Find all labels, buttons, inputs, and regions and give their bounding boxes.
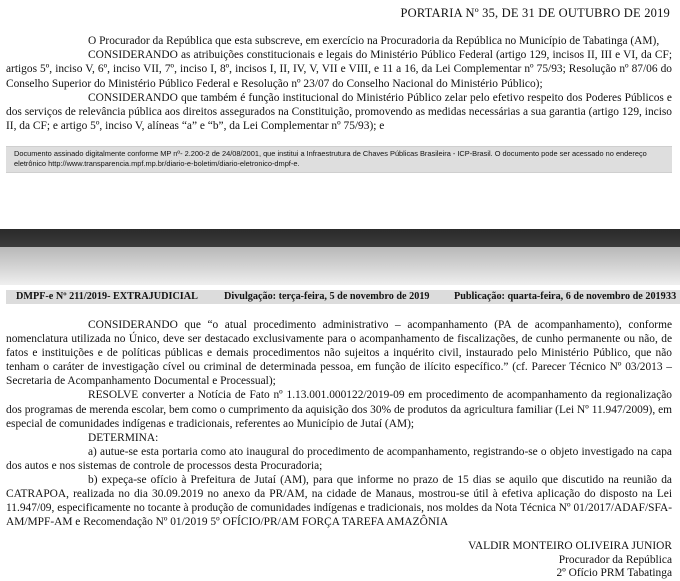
signature-notice-line1: Documento assinado digitalmente conforme MP nº- 2.200-2 de 24/08/2001, que institui a Infraestrutura de Chaves Públicas Brasileira - ICP-Brasil. O documento pode ser acessado no endereço (14, 149, 647, 158)
edition-label: DMPF-e Nº 211/2019- EXTRAJUDICIAL (16, 291, 198, 302)
page-separator-dark (0, 229, 680, 247)
bottom-body-text (6, 318, 672, 529)
paragraph-determina: DETERMINA: (88, 431, 159, 444)
page-number: 33 (666, 291, 677, 302)
paragraph-intro: O Procurador da República que esta subscreve, em exercício na Procuradoria da República no Município de Tabatinga (AM), (88, 35, 660, 47)
digital-signature-notice (6, 146, 672, 173)
signer-office: 2º Ofício PRM Tabatinga (556, 567, 672, 579)
paragraph-considerando-1: CONSIDERANDO as atribuições constitucionais e legais do Ministério Público Federal (artigo 129, incisos II, III e VI, da CF; artigos 5º, inciso V, 6º, inciso VII, 7º, inciso I, 8º, incisos I, II, IV, V, VII e VIII, e 11 a 16, da Lei Complementar nº 75/93; Resolução nº 87/06 do Conselho Superior do Ministério Público Federal e Resolução nº 23/07 do Conselho Nacional do Ministério Público); (6, 49, 672, 90)
publicacao-date: Publicação: quarta-feira, 6 de novembro de 2019 (454, 291, 666, 302)
paragraph-item-a: a) autue-se esta portaria como ato inaugural do procedimento de acompanhamento, registrando-se o objeto investigado na capa dos autos e nos sistemas de controle de processos desta Procuradoria; (6, 445, 672, 472)
signature-notice-line2: eletrônico http://www.transparencia.mpf.mp.br/diario-e-boletim/diario-eletronico-dmpf-e. (14, 159, 300, 168)
top-body-text (6, 34, 672, 133)
paragraph-item-b: b) expeça-se ofício à Prefeitura de Jutaí (AM), para que informe no prazo de 15 dias se aquilo que discutido na reunião da CATRAPOA, realizada no dia 30.09.2019 no anexo da PR/AM, na cidade de Manaus, mostrou-se útil à efetiva aplicação do disposto na Lei 11.947/09, especificamente no tocante à produção de comunidades indígenas e tradicionais, nos moldes da Nota Técnica Nº 01/2017/ADAF/SFA-AM/MPF-AM e Recomendação Nº 01/2019 5º OFÍCIO/PR/AM FORÇA TAREFA AMAZÔNIA (6, 474, 672, 529)
signer-name: VALDIR MONTEIRO OLIVEIRA JUNIOR (468, 540, 672, 552)
paragraph-considerando-2: CONSIDERANDO que também é função institucional do Ministério Público zelar pelo efetivo respeito dos Poderes Públicos e dos serviços de relevância pública aos direitos assegurados na Constituição, promovendo as medidas necessárias a sua garantia (artigo 129, inciso II, da CF; e artigo 5º, inciso V, alíneas “a” e “b”, da Lei Complementar nº 75/93); e (6, 91, 672, 133)
page-title: PORTARIA Nº 35, DE 31 DE OUTUBRO DE 2019 (400, 6, 670, 20)
signature-block (468, 540, 672, 581)
signer-role: Procurador da República (558, 553, 672, 566)
journal-header-bar (6, 290, 680, 304)
page-separator-gray (0, 247, 680, 285)
divulgacao-date: Divulgação: terça-feira, 5 de novembro de 2019 (224, 291, 430, 302)
paragraph-resolve: RESOLVE converter a Notícia de Fato nº 1.13.001.000122/2019-09 em procedimento de acompanhamento da regionalização dos programas de merenda escolar, bem como o cumprimento da aquisição dos 30% de produtos da agricultura familiar (Lei Nº 11.947/2009), em especial de comunidades indígenas e tradicionais, referentes ao Município de Jutaí (AM); (6, 389, 672, 430)
paragraph-considerando-3: CONSIDERANDO que “o atual procedimento administrativo – acompanhamento (PA de acompanhamento), conforme nomenclatura utilizada no Único, deve ser destacado exclusivamente para o acompanhamento de fiscalizações, de cunho permanente ou não, de fatos e instituições e de políticas públicas e demais procedimentos não sujeitos a inquérito civil, instaurado pelo Ministério Público, que não tenham o caráter de investigação cível ou criminal de determinada pessoa, em função de ilícito específico.” (cf. Parecer Técnico Nº 03/2013 – Secretaria de Acompanhamento Documental e Processual); (6, 319, 672, 388)
